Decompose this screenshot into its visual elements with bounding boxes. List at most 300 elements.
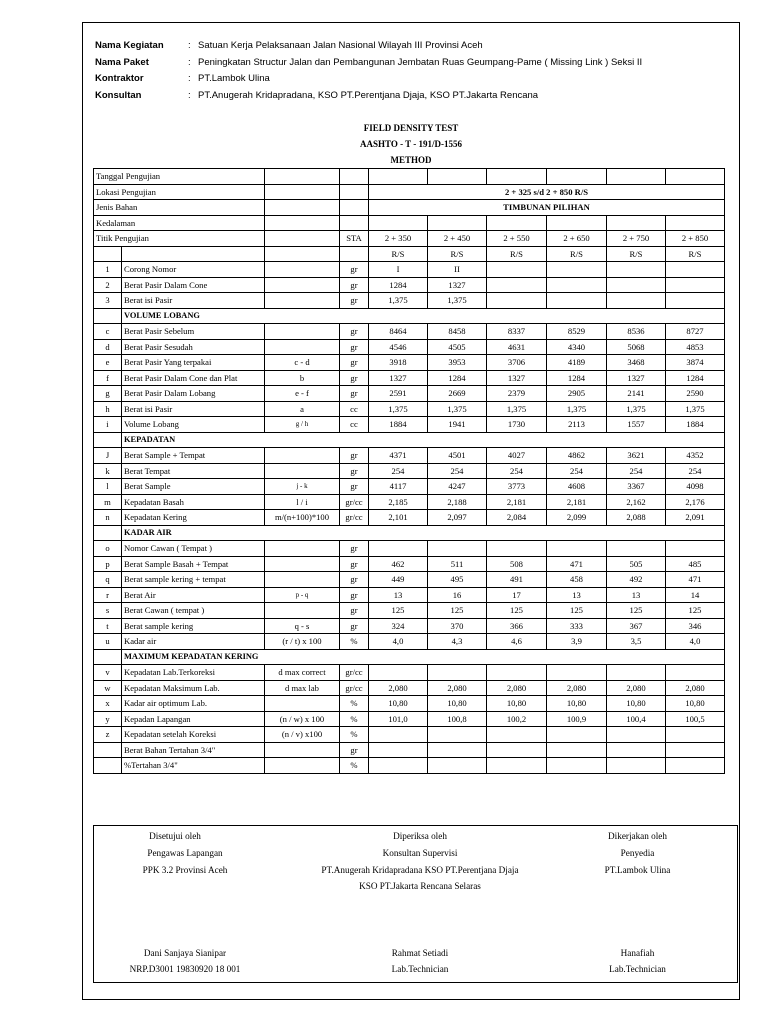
- table-row: [94, 711, 725, 727]
- value-cell: [666, 665, 725, 681]
- row-formula: [265, 541, 340, 557]
- value-cell: 1284: [428, 370, 487, 386]
- row-formula: [265, 696, 340, 712]
- value-cell: 366: [487, 618, 547, 634]
- table-row: [94, 742, 725, 758]
- row-name: Berat Sample: [122, 479, 265, 495]
- row-code: p: [94, 556, 122, 572]
- header-colon: :: [188, 40, 191, 51]
- row-formula: [265, 742, 340, 758]
- row-code: m: [94, 494, 122, 510]
- value-cell: 101,0: [369, 711, 428, 727]
- row-name: Berat Pasir Dalam Cone dan Plat: [122, 370, 265, 386]
- value-cell: [547, 277, 607, 293]
- sig-id: NRP.D3001 19830920 18 001: [129, 964, 241, 974]
- value-cell: [547, 665, 607, 681]
- row-name: Berat isi Pasir: [122, 293, 265, 309]
- value-cell: 1,375: [607, 401, 666, 417]
- value-cell: 100,4: [607, 711, 666, 727]
- value-cell: 3367: [607, 479, 666, 495]
- row-code: w: [94, 680, 122, 696]
- row-name: Berat sample kering: [122, 618, 265, 634]
- value-cell: 492: [607, 572, 666, 588]
- row-name: Kepadan Lapangan: [122, 711, 265, 727]
- value-cell: 1884: [369, 417, 428, 433]
- value-cell: 1284: [369, 277, 428, 293]
- value-cell: 4098: [666, 479, 725, 495]
- value-cell: [487, 293, 547, 309]
- row-unit: gr: [340, 324, 369, 340]
- value-cell: 2113: [547, 417, 607, 433]
- value-cell: 10,80: [369, 696, 428, 712]
- value-cell: [607, 665, 666, 681]
- table-row: [94, 758, 725, 774]
- table-row: [94, 293, 725, 309]
- row-formula: [265, 277, 340, 293]
- row-unit: gr: [340, 370, 369, 386]
- row-code: h: [94, 401, 122, 417]
- table-row: [94, 339, 725, 355]
- side-cell: R/S: [487, 246, 547, 262]
- row-unit: cc: [340, 417, 369, 433]
- value-cell: 3,5: [607, 634, 666, 650]
- row-name: Kadar air optimum Lab.: [122, 696, 265, 712]
- row-code: r: [94, 587, 122, 603]
- value-cell: [666, 262, 725, 278]
- table-row: [94, 634, 725, 650]
- value-cell: 125: [607, 603, 666, 619]
- table-row: [94, 572, 725, 588]
- row-name: Kepadatan Lab.Terkoreksi: [122, 665, 265, 681]
- doc-title: FIELD DENSITY TEST: [363, 123, 459, 133]
- value-cell: 4501: [428, 448, 487, 464]
- value-cell: [428, 758, 487, 774]
- row-unit: %: [340, 711, 369, 727]
- section-row: [94, 432, 725, 448]
- value-cell: 1941: [428, 417, 487, 433]
- value-cell: 4340: [547, 339, 607, 355]
- value-cell: [487, 727, 547, 743]
- info-label: Titik Pengujian: [94, 231, 265, 247]
- value-cell: 13: [547, 587, 607, 603]
- row-name: Kepadatan setelah Koreksi: [122, 727, 265, 743]
- row-unit: cc: [340, 401, 369, 417]
- row-name: Berat Pasir Yang terpakai: [122, 355, 265, 371]
- row-unit: gr: [340, 386, 369, 402]
- value-cell: [487, 665, 547, 681]
- value-cell: 1327: [428, 277, 487, 293]
- row-formula: q - s: [265, 618, 340, 634]
- value-cell: [607, 541, 666, 557]
- value-cell: [487, 541, 547, 557]
- row-name: %Tertahan 3/4": [122, 758, 265, 774]
- table-row: [94, 541, 725, 557]
- row-code: d: [94, 339, 122, 355]
- row-unit: gr: [340, 277, 369, 293]
- value-cell: [607, 293, 666, 309]
- row-unit: gr/cc: [340, 494, 369, 510]
- row-code: k: [94, 463, 122, 479]
- value-cell: 2,080: [607, 680, 666, 696]
- row-name: Kepadatan Maksimum Lab.: [122, 680, 265, 696]
- table-row: [94, 448, 725, 464]
- value-cell: 505: [607, 556, 666, 572]
- value-cell: [666, 277, 725, 293]
- value-cell: 367: [607, 618, 666, 634]
- row-formula: d max correct: [265, 665, 340, 681]
- row-unit: gr: [340, 618, 369, 634]
- table-row: [94, 618, 725, 634]
- value-cell: 485: [666, 556, 725, 572]
- value-cell: [666, 541, 725, 557]
- value-cell: 10,80: [428, 696, 487, 712]
- row-name: Berat Pasir Sesudah: [122, 339, 265, 355]
- table-row: [94, 401, 725, 417]
- value-cell: 2,181: [487, 494, 547, 510]
- value-cell: 1884: [666, 417, 725, 433]
- row-name: Berat Sample Basah + Tempat: [122, 556, 265, 572]
- value-cell: [369, 727, 428, 743]
- value-cell: 449: [369, 572, 428, 588]
- value-cell: 2,188: [428, 494, 487, 510]
- value-cell: 16: [428, 587, 487, 603]
- value-cell: I: [369, 262, 428, 278]
- station-cell: 2 + 350: [369, 231, 428, 247]
- info-row-sides: [94, 246, 725, 262]
- row-formula: c - d: [265, 355, 340, 371]
- section-row: [94, 649, 725, 665]
- section-heading: KEPADATAN: [122, 432, 725, 448]
- value-cell: 2,088: [607, 510, 666, 526]
- row-unit: gr/cc: [340, 665, 369, 681]
- value-cell: 2905: [547, 386, 607, 402]
- row-formula: [265, 572, 340, 588]
- sig-title: Penyedia: [620, 848, 655, 858]
- row-formula: (n / w) x 100: [265, 711, 340, 727]
- info-row-kedalaman: [94, 215, 725, 231]
- table-row: [94, 417, 725, 433]
- value-cell: 13: [369, 587, 428, 603]
- measurement-rows: [94, 262, 725, 774]
- value-cell: 100,8: [428, 711, 487, 727]
- row-name: Berat Air: [122, 587, 265, 603]
- value-cell: 1,375: [487, 401, 547, 417]
- row-unit: gr: [340, 463, 369, 479]
- value-cell: [666, 727, 725, 743]
- value-cell: 491: [487, 572, 547, 588]
- row-unit: %: [340, 758, 369, 774]
- row-code: J: [94, 448, 122, 464]
- section-heading: KADAR AIR: [122, 525, 725, 541]
- value-cell: 254: [369, 463, 428, 479]
- value-cell: 4631: [487, 339, 547, 355]
- row-unit: %: [340, 634, 369, 650]
- value-cell: [547, 727, 607, 743]
- value-cell: 2669: [428, 386, 487, 402]
- value-cell: [369, 742, 428, 758]
- value-cell: 125: [369, 603, 428, 619]
- value-cell: 2,080: [547, 680, 607, 696]
- value-cell: 4,3: [428, 634, 487, 650]
- value-cell: 2,162: [607, 494, 666, 510]
- value-cell: 100,2: [487, 711, 547, 727]
- density-table: [93, 168, 725, 774]
- value-cell: 2141: [607, 386, 666, 402]
- value-cell: 8536: [607, 324, 666, 340]
- row-formula: [265, 324, 340, 340]
- value-cell: 3468: [607, 355, 666, 371]
- value-cell: [607, 277, 666, 293]
- row-code: y: [94, 711, 122, 727]
- value-cell: 2,099: [547, 510, 607, 526]
- header-label: Konsultan: [95, 90, 142, 101]
- value-cell: 4,0: [666, 634, 725, 650]
- row-formula: m/(n+100)*100: [265, 510, 340, 526]
- sig-id: Lab.Technician: [391, 964, 449, 974]
- header-colon: :: [188, 57, 191, 68]
- value-cell: [547, 541, 607, 557]
- value-cell: 13: [607, 587, 666, 603]
- value-cell: 4853: [666, 339, 725, 355]
- value-cell: 471: [666, 572, 725, 588]
- value-cell: 100,5: [666, 711, 725, 727]
- table-row: [94, 494, 725, 510]
- row-name: Berat Pasir Sebelum: [122, 324, 265, 340]
- table-row: [94, 370, 725, 386]
- row-unit: gr: [340, 262, 369, 278]
- table-row: [94, 277, 725, 293]
- value-cell: 2,101: [369, 510, 428, 526]
- table-row: [94, 696, 725, 712]
- value-cell: 462: [369, 556, 428, 572]
- station-cell: 2 + 550: [487, 231, 547, 247]
- value-cell: 4117: [369, 479, 428, 495]
- value-cell: 1,375: [547, 401, 607, 417]
- value-cell: 3,9: [547, 634, 607, 650]
- value-cell: 8458: [428, 324, 487, 340]
- header-colon: :: [188, 73, 191, 84]
- row-code: 3: [94, 293, 122, 309]
- sig-org: PT.Lambok Ulina: [604, 865, 671, 875]
- value-cell: [607, 262, 666, 278]
- row-formula: e - f: [265, 386, 340, 402]
- value-cell: 4027: [487, 448, 547, 464]
- jenis-value: TIMBUNAN PILIHAN: [369, 200, 725, 216]
- value-cell: [428, 742, 487, 758]
- row-code: g: [94, 386, 122, 402]
- value-cell: 1,375: [428, 293, 487, 309]
- value-cell: [369, 665, 428, 681]
- table-row: [94, 262, 725, 278]
- station-cell: 2 + 750: [607, 231, 666, 247]
- table-row: [94, 355, 725, 371]
- value-cell: 2,185: [369, 494, 428, 510]
- value-cell: 3874: [666, 355, 725, 371]
- row-unit: gr: [340, 293, 369, 309]
- value-cell: 17: [487, 587, 547, 603]
- row-unit: gr: [340, 603, 369, 619]
- row-name: Berat Tempat: [122, 463, 265, 479]
- row-name: Corong Nomor: [122, 262, 265, 278]
- value-cell: [547, 758, 607, 774]
- row-formula: j - k: [265, 479, 340, 495]
- header-colon: :: [188, 90, 191, 101]
- value-cell: 4,6: [487, 634, 547, 650]
- value-cell: 508: [487, 556, 547, 572]
- value-cell: [369, 541, 428, 557]
- row-code: q: [94, 572, 122, 588]
- header-label: Kontraktor: [95, 73, 144, 84]
- value-cell: [607, 758, 666, 774]
- row-code: u: [94, 634, 122, 650]
- sta-label: STA: [340, 231, 369, 247]
- row-code: 2: [94, 277, 122, 293]
- row-formula: [265, 448, 340, 464]
- row-formula: l / i: [265, 494, 340, 510]
- value-cell: 2,080: [369, 680, 428, 696]
- value-cell: 125: [666, 603, 725, 619]
- value-cell: 4189: [547, 355, 607, 371]
- row-formula: p - q: [265, 587, 340, 603]
- row-code: [94, 758, 122, 774]
- value-cell: 2,097: [428, 510, 487, 526]
- row-name: Kadar air: [122, 634, 265, 650]
- table-row: [94, 386, 725, 402]
- row-name: Berat Cawan ( tempat ): [122, 603, 265, 619]
- value-cell: 471: [547, 556, 607, 572]
- lokasi-value: 2 + 325 s/d 2 + 850 R/S: [369, 184, 725, 200]
- value-cell: 2,080: [487, 680, 547, 696]
- value-cell: II: [428, 262, 487, 278]
- row-formula: [265, 556, 340, 572]
- row-unit: gr/cc: [340, 680, 369, 696]
- row-code: t: [94, 618, 122, 634]
- sig-org: PPK 3.2 Provinsi Aceh: [142, 865, 228, 875]
- row-unit: %: [340, 727, 369, 743]
- info-row-tanggal: [94, 169, 725, 185]
- value-cell: 125: [487, 603, 547, 619]
- row-formula: a: [265, 401, 340, 417]
- value-cell: 1284: [547, 370, 607, 386]
- row-code: c: [94, 324, 122, 340]
- side-cell: R/S: [369, 246, 428, 262]
- info-label: Tanggal Pengujian: [94, 169, 265, 185]
- value-cell: [487, 262, 547, 278]
- value-cell: [487, 277, 547, 293]
- value-cell: 5068: [607, 339, 666, 355]
- value-cell: [607, 727, 666, 743]
- side-cell: R/S: [666, 246, 725, 262]
- section-row: [94, 525, 725, 541]
- header-value: PT.Anugerah Kridapradana, KSO PT.Perentjana Djaja, KSO PT.Jakarta Rencana: [198, 90, 539, 101]
- row-code: s: [94, 603, 122, 619]
- value-cell: 4862: [547, 448, 607, 464]
- table-row: [94, 324, 725, 340]
- value-cell: 125: [547, 603, 607, 619]
- value-cell: 10,80: [607, 696, 666, 712]
- value-cell: 3621: [607, 448, 666, 464]
- value-cell: 14: [666, 587, 725, 603]
- value-cell: 495: [428, 572, 487, 588]
- sig-name: Hanafiah: [620, 948, 655, 958]
- value-cell: 346: [666, 618, 725, 634]
- value-cell: 4371: [369, 448, 428, 464]
- sig-org2: KSO PT.Jakarta Rencana Selaras: [359, 881, 481, 891]
- row-name: Berat Sample + Tempat: [122, 448, 265, 464]
- value-cell: 2,091: [666, 510, 725, 526]
- table-row: [94, 510, 725, 526]
- value-cell: 370: [428, 618, 487, 634]
- value-cell: 1327: [607, 370, 666, 386]
- value-cell: 1,375: [369, 293, 428, 309]
- value-cell: [666, 758, 725, 774]
- value-cell: 2,080: [666, 680, 725, 696]
- station-cell: 2 + 650: [547, 231, 607, 247]
- doc-method: METHOD: [390, 155, 432, 165]
- value-cell: 254: [487, 463, 547, 479]
- info-label: Lokasi Pengujian: [94, 184, 265, 200]
- value-cell: 4608: [547, 479, 607, 495]
- row-code: n: [94, 510, 122, 526]
- row-unit: gr: [340, 556, 369, 572]
- row-unit: gr: [340, 572, 369, 588]
- value-cell: [369, 758, 428, 774]
- sig-org: PT.Anugerah Kridapradana KSO PT.Perentjana Djaja: [321, 865, 519, 875]
- sig-title: Konsultan Supervisi: [382, 848, 458, 858]
- info-row-titik: [94, 231, 725, 247]
- row-unit: gr: [340, 541, 369, 557]
- row-formula: [265, 339, 340, 355]
- value-cell: 4352: [666, 448, 725, 464]
- value-cell: 4505: [428, 339, 487, 355]
- value-cell: 4,0: [369, 634, 428, 650]
- row-code: z: [94, 727, 122, 743]
- value-cell: 2590: [666, 386, 725, 402]
- value-cell: 1,375: [369, 401, 428, 417]
- row-formula: (n / v) x100: [265, 727, 340, 743]
- value-cell: 511: [428, 556, 487, 572]
- value-cell: 125: [428, 603, 487, 619]
- value-cell: 2591: [369, 386, 428, 402]
- table-row: [94, 479, 725, 495]
- info-row-jenis: [94, 200, 725, 216]
- value-cell: [666, 742, 725, 758]
- sig-role: Disetujui oleh: [149, 831, 201, 841]
- row-name: Volume Lobang: [122, 417, 265, 433]
- table-row: [94, 463, 725, 479]
- value-cell: 4247: [428, 479, 487, 495]
- info-row-lokasi: [94, 184, 725, 200]
- section-heading: VOLUME LOBANG: [122, 308, 725, 324]
- value-cell: 1284: [666, 370, 725, 386]
- sig-role: Diperiksa oleh: [393, 831, 447, 841]
- row-name: Kepadatan Basah: [122, 494, 265, 510]
- value-cell: 8337: [487, 324, 547, 340]
- value-cell: 1,375: [666, 401, 725, 417]
- value-cell: [487, 742, 547, 758]
- value-cell: 1,375: [428, 401, 487, 417]
- sig-name: Rahmat Setiadi: [391, 948, 449, 958]
- row-name: Berat Pasir Dalam Cone: [122, 277, 265, 293]
- row-formula: [265, 262, 340, 278]
- row-code: l: [94, 479, 122, 495]
- table-row: [94, 556, 725, 572]
- value-cell: [547, 742, 607, 758]
- row-code: f: [94, 370, 122, 386]
- row-unit: gr: [340, 479, 369, 495]
- row-unit: gr: [340, 587, 369, 603]
- value-cell: 3953: [428, 355, 487, 371]
